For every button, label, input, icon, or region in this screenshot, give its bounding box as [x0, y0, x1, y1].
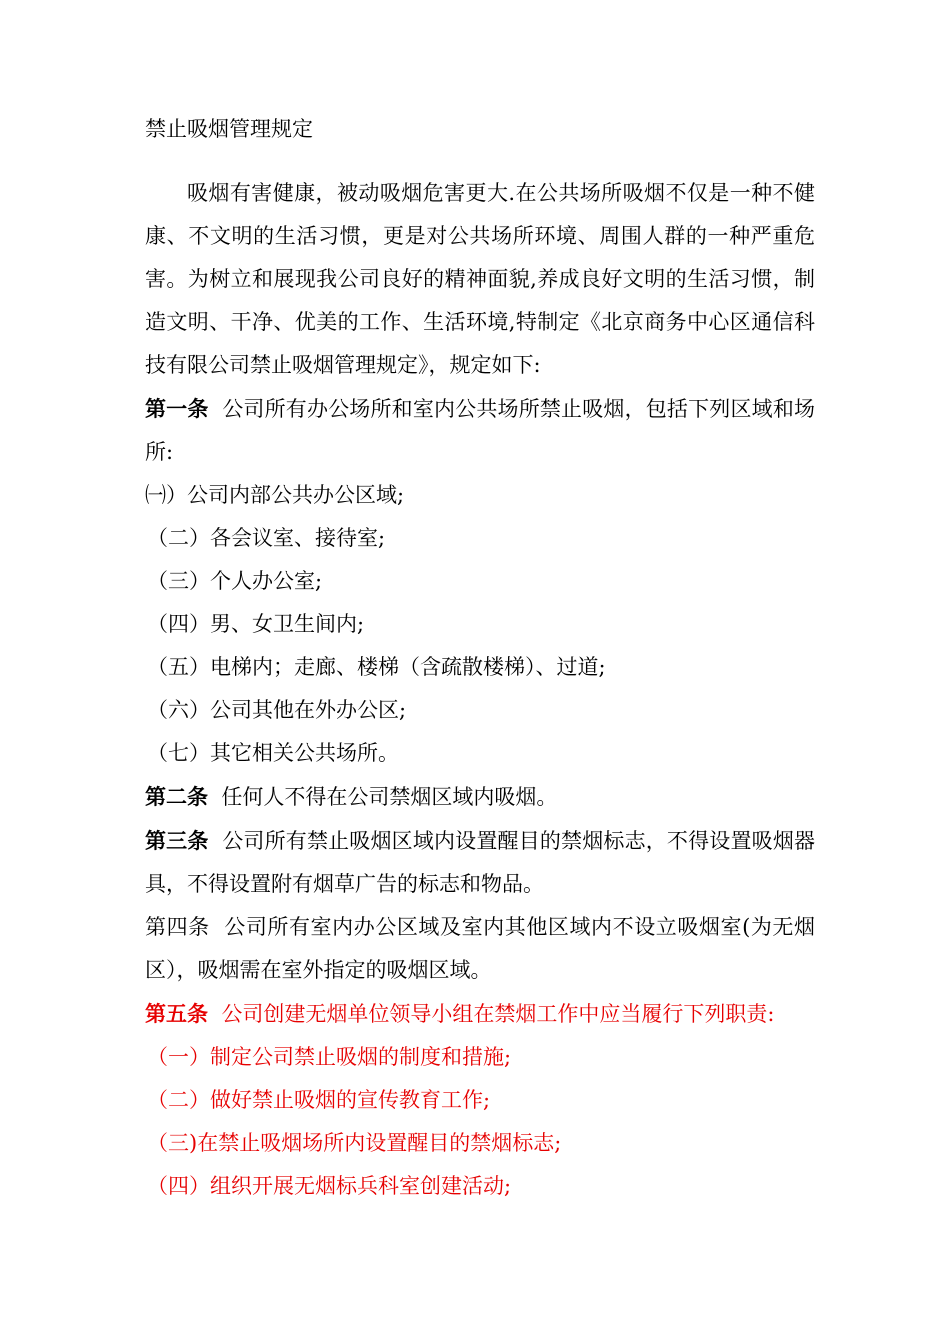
article-2	[145, 775, 815, 819]
intro-paragraph: 吸烟有害健康，被动吸烟危害更大.在公共场所吸烟不仅是一种不健康、不文明的生活习惯，更是对公共场所环境、周围人群的一种严重危害。为树立和展现我公司良好的精神面貌,养成良好文明的生活习惯，制造文明、干净、优美的工作、生活环境,特制定《北京商务中心区通信科技有限公司禁止吸烟管理规定》，规定如下:	[145, 181, 815, 377]
article-5-label: 第五条	[145, 1001, 208, 1026]
article-3-text: 公司所有禁止吸烟区域内设置醒目的禁烟标志，不得设置吸烟器具，不得设置附有烟草广告的标志和物品。	[145, 829, 815, 896]
article-2-label: 第二条	[145, 784, 208, 809]
article-1-item: （二）各会议室、接待室;	[147, 526, 386, 550]
document-page	[145, 108, 815, 1208]
article-1	[145, 387, 815, 474]
article-1-item: （四）男、女卫生间内;	[147, 612, 365, 636]
article-4-text: 公司所有室内办公区域及室内其他区域内不设立吸烟室(为无烟区），吸烟需在室外指定的吸烟区域。	[145, 915, 815, 982]
article-5	[145, 992, 815, 1036]
article-1-item: （七）其它相关公共场所。	[147, 741, 399, 765]
article-2-text: 任何人不得在公司禁烟区域内吸烟。	[221, 785, 558, 809]
document-title: 禁止吸烟管理规定	[145, 117, 313, 141]
article-5-item: （三)在禁止吸烟场所内设置醒目的禁烟标志;	[147, 1131, 562, 1155]
article-1-item: （六）公司其他在外办公区;	[147, 698, 407, 722]
article-3-label: 第三条	[145, 828, 209, 853]
article-1-item: （五）电梯内；走廊、楼梯（含疏散楼梯）、过道;	[147, 655, 606, 679]
article-1-item: ㈠）公司内部公共办公区域;	[145, 483, 405, 507]
article-1-label: 第一条	[145, 396, 209, 421]
article-3	[145, 819, 815, 906]
article-5-item: （一）制定公司禁止吸烟的制度和措施;	[147, 1045, 512, 1069]
article-4	[145, 906, 815, 992]
article-5-item: （二）做好禁止吸烟的宣传教育工作;	[147, 1088, 491, 1112]
article-1-item: （三）个人办公室;	[147, 569, 323, 593]
article-5-item: （四）组织开展无烟标兵科室创建活动;	[147, 1174, 512, 1198]
article-4-label: 第四条	[145, 915, 210, 939]
article-1-text: 公司所有办公场所和室内公共场所禁止吸烟，包括下列区域和场所:	[145, 397, 815, 464]
article-5-text: 公司创建无烟单位领导小组在禁烟工作中应当履行下列职责:	[221, 1002, 775, 1026]
